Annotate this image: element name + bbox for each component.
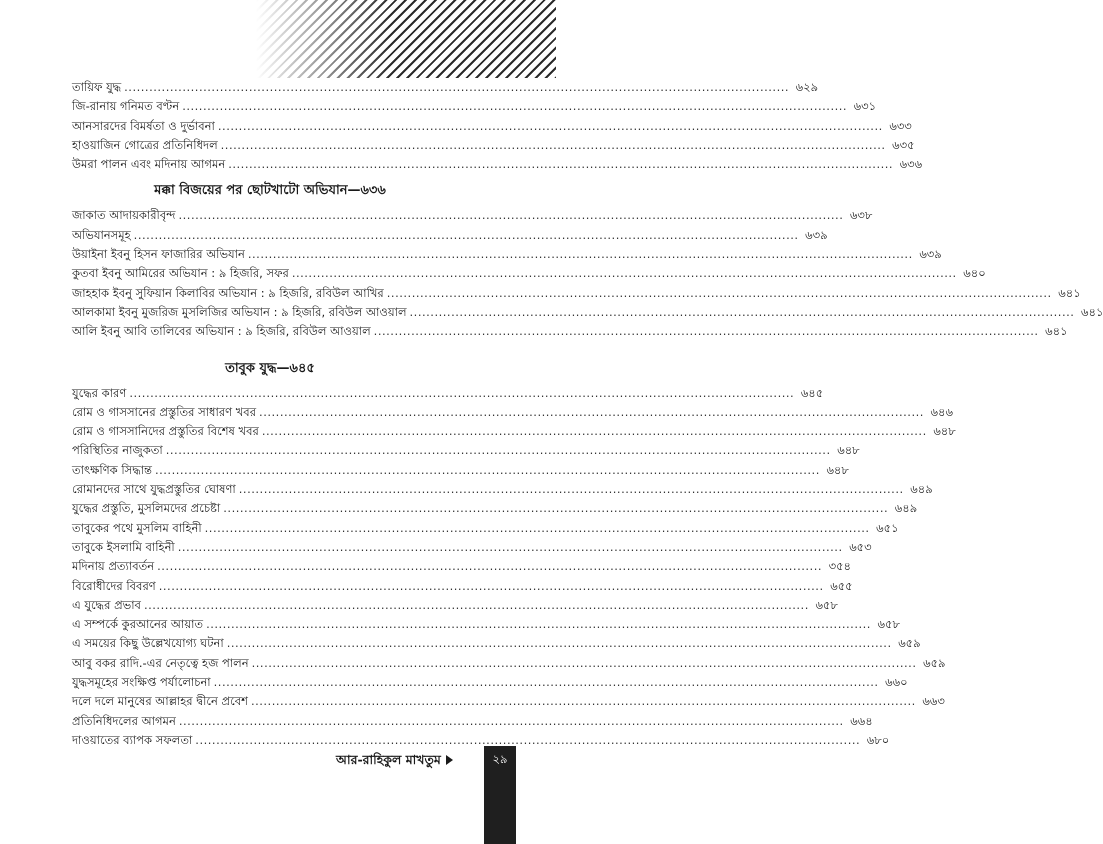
toc-entry	[72, 692, 945, 711]
entry-page-number: ৬৬০	[885, 675, 908, 690]
entry-title: উমরা পালন এবং মদিনায় আগমন	[72, 157, 226, 172]
entry-page-number: ৬৫৩	[849, 539, 872, 554]
toc-entry	[72, 322, 1068, 341]
entry-page-number: ৬৩৩	[889, 118, 912, 133]
entry-title: তাৎক্ষণিক সিদ্ধান্ত	[72, 462, 152, 477]
dot-leader	[259, 403, 924, 422]
toc-entry	[72, 384, 824, 403]
dot-leader	[374, 322, 1039, 341]
toc-entry	[72, 117, 912, 136]
entry-page-number: ৬৫৯	[923, 655, 946, 670]
toc-entry	[72, 97, 877, 116]
toc-entry	[72, 245, 942, 264]
dot-leader	[223, 499, 888, 518]
entry-page-number: ৬৫৮	[877, 617, 900, 632]
dot-leader	[179, 712, 844, 731]
entry-page-number: ৬৪০	[963, 266, 986, 281]
entry-page-number: ৬৪৬	[930, 404, 953, 419]
dot-leader	[182, 97, 847, 116]
toc-entry	[72, 480, 933, 499]
entry-title: আলি ইবনু আবি তালিবের অভিযান : ৯ হিজরি, রবিউল আওয়াল	[72, 324, 371, 339]
dot-leader	[227, 634, 892, 653]
toc-entry	[72, 403, 953, 422]
toc-entry	[72, 731, 890, 750]
dot-leader	[248, 245, 913, 264]
page-number: ২৯	[492, 752, 508, 766]
entry-title: মদিনায় প্রত্যাবর্তন	[72, 559, 155, 574]
toc-entry	[72, 634, 921, 653]
toc-entry	[72, 206, 873, 225]
dot-leader	[178, 538, 843, 557]
running-footer	[336, 749, 453, 771]
entry-title: বিরোধীদের বিবরণ	[72, 578, 156, 593]
dot-leader	[206, 615, 871, 634]
entry-page-number: ৬৫১	[876, 520, 899, 535]
dot-leader	[178, 206, 843, 225]
entry-title: এ সময়ের কিছু উল্লেখযোগ্য ঘটনা	[72, 636, 224, 651]
entry-page-number: ৬৪৮	[933, 424, 956, 439]
arrow-right-icon	[446, 755, 453, 765]
entry-title: দলে দলে মানুষের আল্লাহর দ্বীনে প্রবেশ	[72, 694, 248, 709]
toc-entry	[72, 264, 986, 283]
entry-page-number: ৬৩৫	[892, 137, 915, 152]
dot-leader	[252, 654, 917, 673]
entry-page-number: ৬৫৯	[898, 636, 921, 651]
toc-entry	[72, 461, 849, 480]
entry-title: দাওয়াতের ব্যাপক সফলতা	[72, 732, 193, 747]
dot-leader	[155, 461, 820, 480]
entry-page-number: ৬৪১	[1058, 285, 1081, 300]
toc-entry	[72, 673, 908, 692]
dot-leader	[228, 155, 893, 174]
toc-entry	[72, 303, 1103, 322]
entry-title: উয়াইনা ইবনু হিসন ফাজারির অভিযান	[72, 247, 245, 262]
entry-page-number: ৬২৯	[795, 80, 819, 94]
entry-page-number: ৬৪৮	[837, 443, 860, 458]
decorative-stripes	[256, 0, 556, 78]
dot-leader	[124, 78, 789, 97]
toc-entry	[72, 596, 838, 615]
entry-title: কুতবা ইবনু আমিরের অভিযান : ৯ হিজরি, সফর	[72, 266, 289, 281]
entry-title: আনসারদের বিমর্ষতা ও দুর্ভাবনা	[72, 118, 215, 133]
entry-title: হাওয়াজিন গোত্রের প্রতিনিধিদল	[72, 137, 218, 152]
entry-page-number: ৬৫৮	[815, 597, 838, 612]
entry-title: তাবুকের পথে মুসলিম বাহিনী	[72, 520, 202, 535]
dot-leader	[292, 264, 957, 283]
dot-leader	[221, 136, 886, 155]
dot-leader	[129, 384, 794, 403]
dot-leader	[157, 557, 822, 576]
dot-leader	[410, 303, 1075, 322]
entry-page-number: ৬৩৮	[849, 208, 873, 223]
entry-title: পরিস্থিতির নাজুকতা	[72, 443, 163, 458]
dot-leader	[262, 422, 927, 441]
entry-title: জি-রানায় গনিমত বণ্টন	[72, 99, 180, 114]
toc-entry	[72, 538, 872, 557]
section-heading: মক্কা বিজয়ের পর ছোটখাটো অভিযান—৬৩৬	[154, 183, 386, 199]
toc-entry	[72, 615, 900, 634]
entry-title: যুদ্ধের প্রস্তুতি, মুসলিমদের প্রচেষ্টা	[72, 501, 221, 516]
entry-title: রোমানদের সাথে যুদ্ধপ্রস্তুতির ঘোষণা	[72, 482, 236, 497]
toc-entry	[72, 557, 852, 576]
entry-title: যুদ্ধসমূহের সংক্ষিপ্ত পর্যালোচনা	[72, 675, 211, 690]
entry-title: আলকামা ইবনু মুজরিজ মুসলিজির অভিযান : ৯ হিজরি, রবিউল আওয়াল	[72, 304, 407, 319]
entry-page-number: ৬৩৯	[919, 247, 942, 262]
entry-title: রোম ও গাসসানিদের প্রস্তুতির বিশেষ খবর	[72, 424, 259, 439]
dot-leader	[134, 226, 799, 245]
dot-leader	[239, 480, 904, 499]
entry-title: জাহহাক ইবনু সুফিয়ান কিলাবির অভিযান : ৯ হিজরি, রবিউল আখির	[72, 285, 384, 300]
toc-entry	[72, 226, 828, 245]
entry-page-number: ৬৪৯	[894, 501, 918, 516]
entry-page-number: ৬৪১	[1045, 324, 1068, 339]
entry-title: রোম ও গাসসানের প্রস্তুতির সাধারণ খবর	[72, 404, 257, 419]
dot-leader	[218, 117, 883, 136]
entry-page-number: ৬৪১	[1081, 304, 1103, 319]
entry-title: এ যুদ্ধের প্রভাব	[72, 597, 141, 612]
entry-page-number: ৬৪৫	[800, 385, 824, 400]
page-number-tab	[484, 746, 516, 844]
dot-leader	[195, 731, 860, 750]
section-heading: তাবুক যুদ্ধ—৬৪৫	[225, 360, 315, 376]
entry-page-number: ৩৫৪	[828, 559, 852, 574]
entry-page-number: ৬৬৪	[850, 713, 873, 728]
toc-entry	[72, 155, 923, 174]
entry-title: জাকাত আদায়কারীবৃন্দ	[72, 208, 176, 223]
entry-title: আবু বকর রাদি.-এর নেতৃত্বে হজ পালন	[72, 655, 249, 670]
entry-page-number: ৬৫৫	[830, 578, 853, 593]
book-title: আর-রাহিকুল মাখতুম	[336, 752, 441, 767]
toc-entry	[72, 577, 853, 596]
toc-entry	[72, 441, 860, 460]
entry-page-number: ৬৮০	[866, 732, 890, 747]
entry-page-number: ৬৬৩	[922, 694, 945, 709]
entry-title: তাবুকে ইসলামি বাহিনী	[72, 539, 175, 554]
toc-entry	[72, 422, 956, 441]
dot-leader	[214, 673, 879, 692]
toc-entry	[72, 519, 899, 538]
toc-entry	[72, 712, 873, 731]
entry-page-number: ৬৩১	[853, 99, 877, 114]
dot-leader	[166, 441, 831, 460]
entry-page-number: ৬৩৯	[805, 227, 828, 242]
entry-page-number: ৬৪৮	[826, 462, 849, 477]
toc-entry	[72, 499, 918, 518]
dot-leader	[159, 577, 824, 596]
dot-leader	[387, 284, 1052, 303]
entry-title: এ সম্পর্কে কুরআনের আয়াত	[72, 617, 204, 632]
entry-title: যুদ্ধের কারণ	[72, 385, 127, 400]
entry-page-number: ৬৩৬	[899, 157, 923, 172]
entry-title: প্রতিনিধিদলের আগমন	[72, 713, 176, 728]
entry-title: অভিযানসমূহ	[72, 227, 131, 242]
dot-leader	[144, 596, 809, 615]
dot-leader	[205, 519, 870, 538]
table-of-contents	[72, 78, 1103, 750]
toc-entry	[72, 136, 915, 155]
toc-entry	[72, 78, 819, 97]
toc-entry	[72, 654, 946, 673]
entry-page-number: ৬৪৯	[910, 482, 933, 497]
toc-entry	[72, 284, 1081, 303]
entry-title: তায়িফ যুদ্ধ	[72, 80, 122, 94]
dot-leader	[251, 692, 916, 711]
